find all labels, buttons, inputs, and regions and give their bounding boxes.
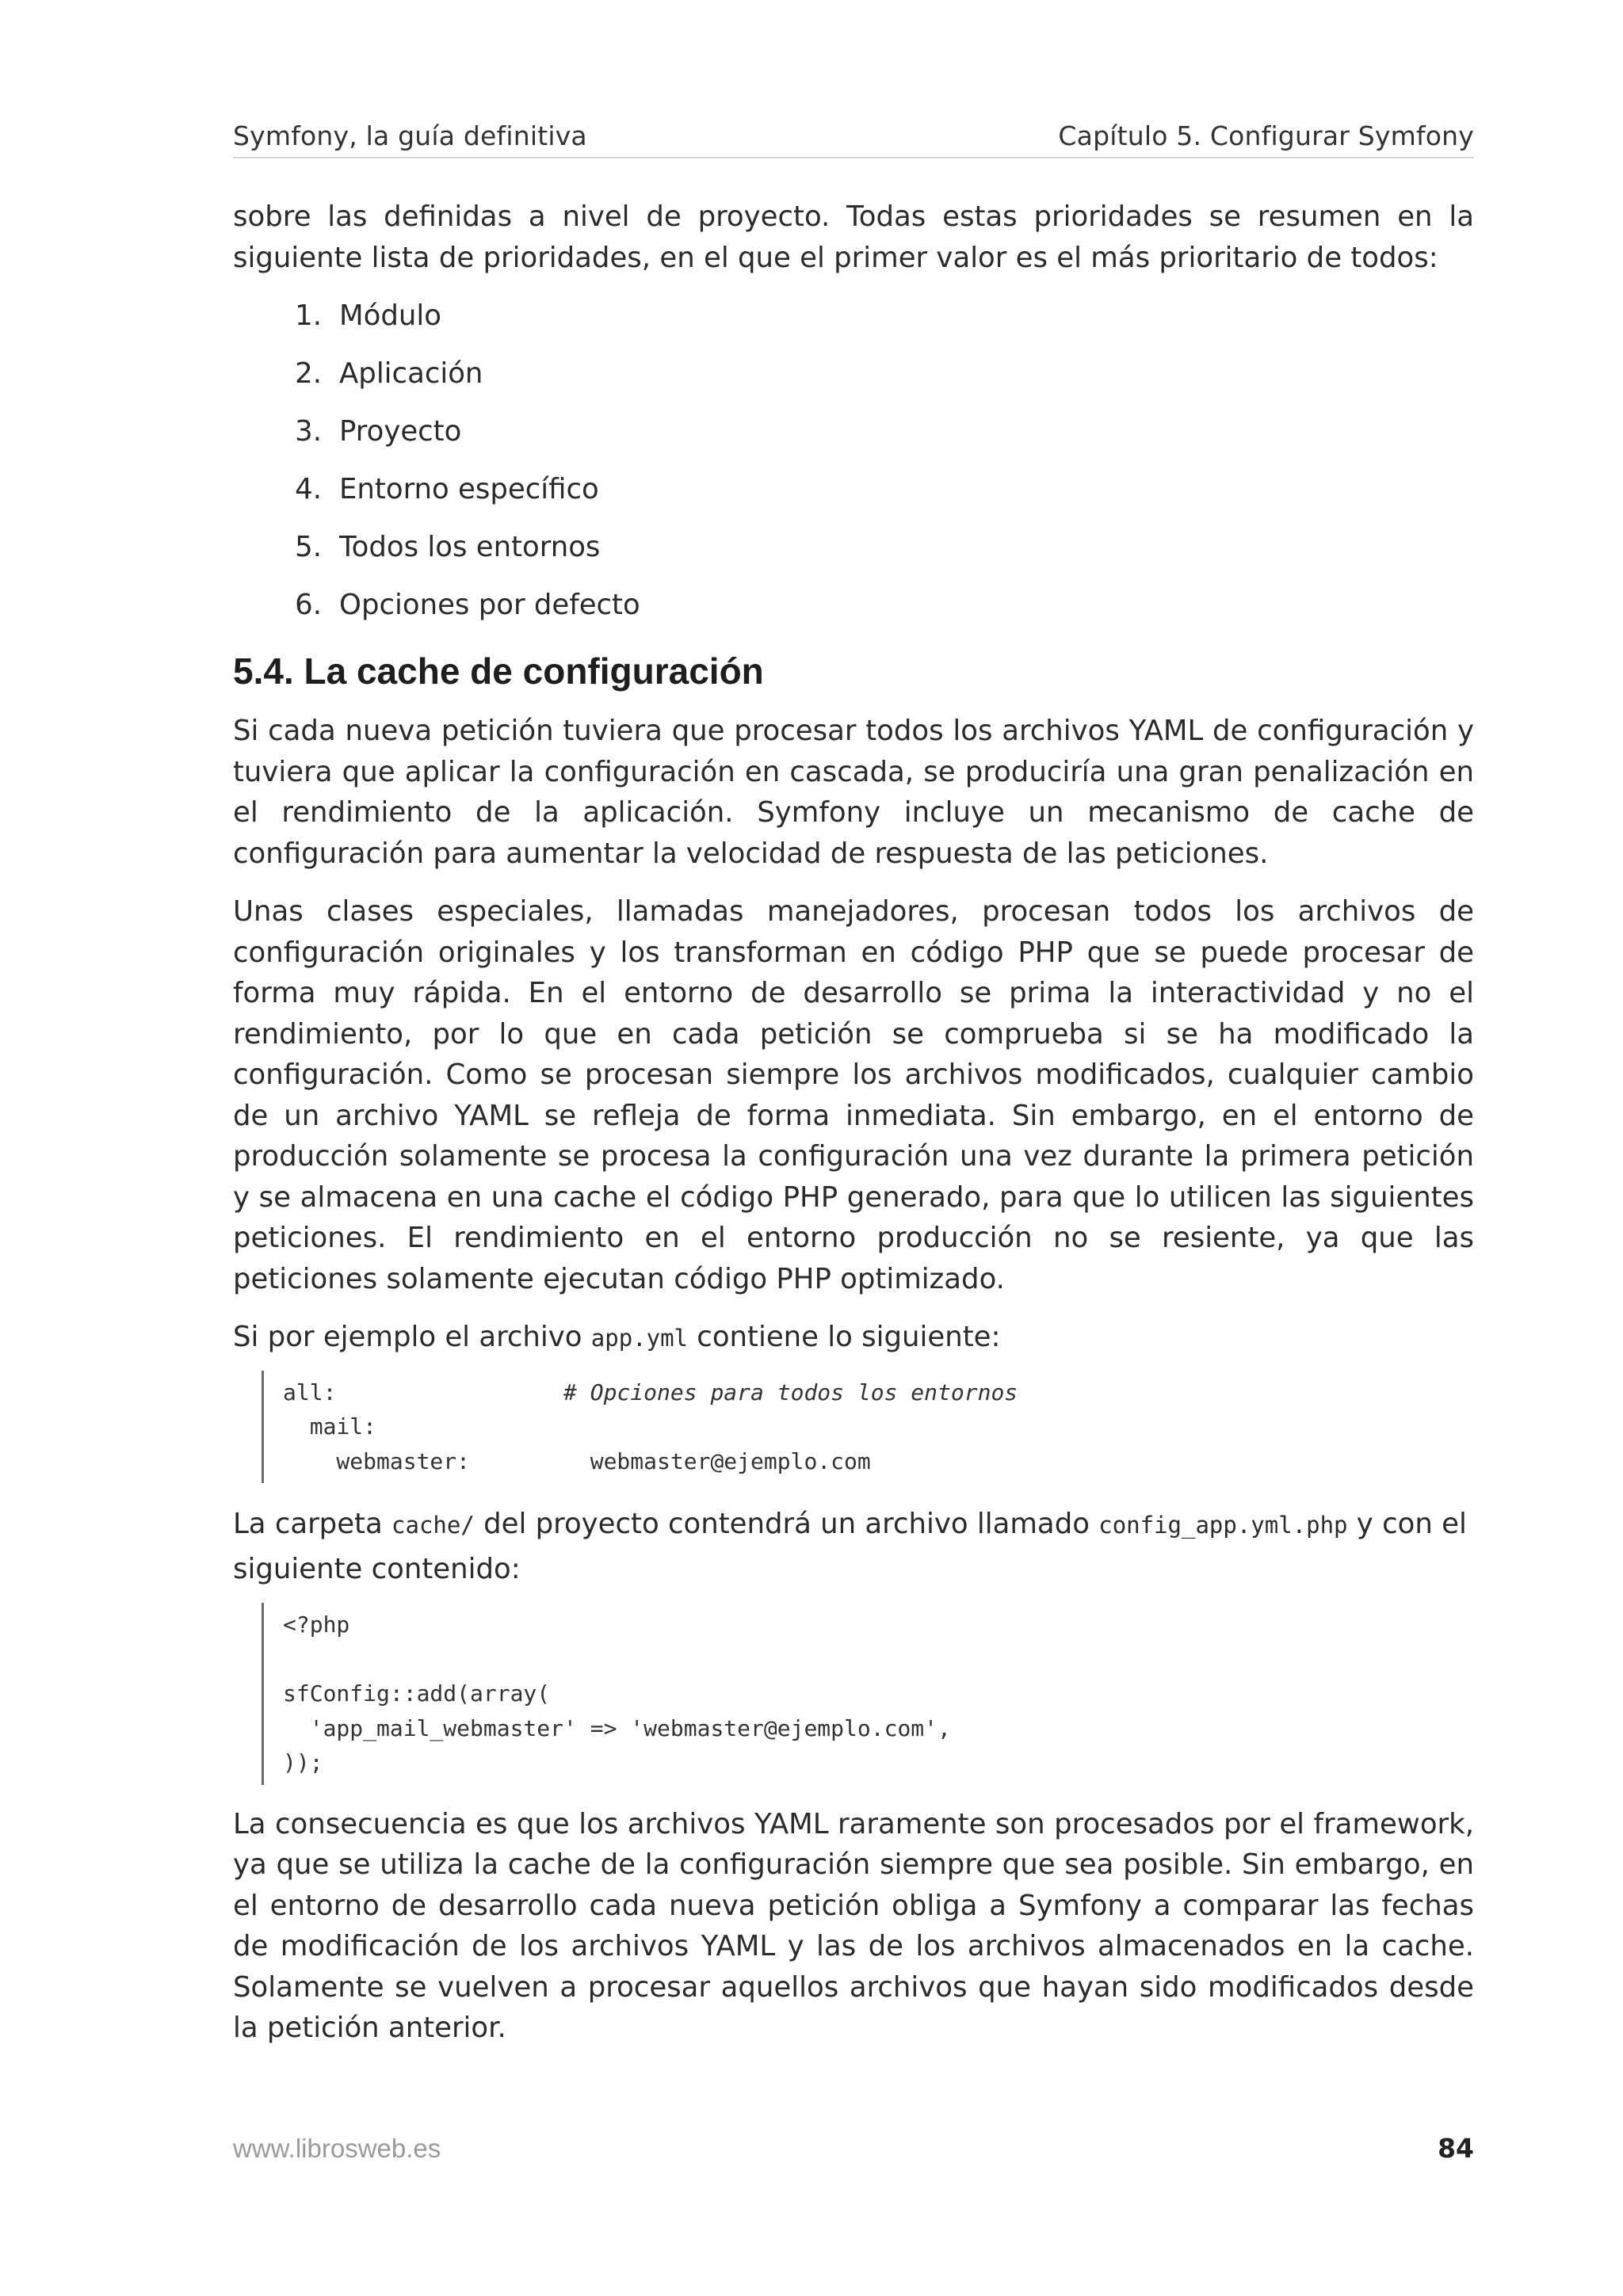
- intro-paragraph: sobre las definidas a nivel de proyecto. Todas estas prioridades se resumen en la siguiente lista de prioridades, en el que el primer valor es el más prioritario de todos:: [233, 200, 1474, 274]
- inline-code-folder: cache/: [391, 1512, 475, 1539]
- list-item: [233, 296, 1474, 353]
- code-line: sfConfig::add(array(: [283, 1680, 551, 1707]
- inline-code-filename: app.yml: [590, 1325, 689, 1352]
- list-item: [233, 353, 1474, 411]
- example-intro-text: Si por ejemplo el archivo: [233, 1321, 591, 1353]
- list-item-label: Entorno específico: [339, 473, 599, 505]
- section-paragraph-1: Si cada nueva petición tuviera que procesar todos los archivos YAML de configuración y tuviera que aplicar la configuración en cascada, se produciría una gran penalización en el rendimiento de la aplicación. Symfony incluye un mecanismo de cache de configuración para aumentar la velocidad de respuesta de las peticiones.: [233, 715, 1474, 870]
- code-text: webmaster: webmaster@ejemplo.com: [283, 1447, 871, 1474]
- list-item-number: 5.: [295, 531, 322, 563]
- list-item-number: 2.: [295, 357, 322, 390]
- list-item-label: Módulo: [339, 299, 441, 332]
- code-text: mail:: [283, 1413, 377, 1440]
- list-item-label: Todos los entornos: [339, 531, 601, 563]
- yaml-code-block: [262, 1371, 1474, 1484]
- section-heading: 5.4. La cache de configuración: [233, 650, 764, 692]
- book-title: Symfony, la guía definitiva: [233, 120, 587, 151]
- list-item-number: 1.: [295, 299, 322, 332]
- code-line: <?php: [283, 1611, 350, 1638]
- list-item-number: 3.: [295, 415, 322, 448]
- list-item-label: Proyecto: [339, 415, 462, 448]
- list-item: [233, 585, 1474, 643]
- list-item: [233, 469, 1474, 527]
- section-paragraph-3: La consecuencia es que los archivos YAML raramente son procesados por el framework, ya que se utiliza la cache de la configuración siempre que sea posible. Sin embargo, en el entorno de desarrollo cada nueva petición obliga a Symfony a comparar las fechas de modificación de los archivos YAML y las de los archivos almacenados en la cache. Solamente se vuelven a procesar aquellos archivos que hayan sido modificados desde la petición anterior.: [233, 1807, 1474, 2044]
- list-item: [233, 527, 1474, 585]
- page-content: [233, 196, 1474, 2066]
- code-line: [283, 1375, 1474, 1410]
- page-footer: [233, 2133, 1474, 2164]
- code-text: all:: [283, 1379, 564, 1405]
- code-line: [283, 1444, 1474, 1479]
- header-divider: [233, 157, 1474, 158]
- cache-intro-paragraph: [233, 1502, 1474, 1592]
- code-comment: # Opciones para todos los entornos: [563, 1379, 1018, 1405]
- code-line: 'app_mail_webmaster' => 'webmaster@ejemplo.com',: [283, 1714, 951, 1741]
- footer-url: www.librosweb.es: [233, 2134, 441, 2163]
- priority-list: [233, 296, 1474, 643]
- cache-intro-text: La carpeta: [233, 1508, 392, 1540]
- example-intro-paragraph: [233, 1317, 1474, 1360]
- cache-intro-text-middle: del proyecto contendrá un archivo llamado: [474, 1508, 1099, 1540]
- running-header: [233, 120, 1474, 151]
- example-intro-text-end: contiene lo siguiente:: [688, 1321, 1001, 1353]
- inline-code-cache-file: config_app.yml.php: [1098, 1512, 1348, 1539]
- code-line: [283, 1642, 1474, 1677]
- chapter-title: Capítulo 5. Configurar Symfony: [1058, 120, 1474, 151]
- list-item: [233, 411, 1474, 469]
- code-line: [283, 1409, 1474, 1444]
- cache-intro-text-end: y con el siguiente contenido:: [233, 1508, 1467, 1585]
- list-item-number: 4.: [295, 473, 322, 505]
- code-line: ));: [283, 1749, 323, 1775]
- list-item-label: Aplicación: [339, 357, 483, 390]
- section-paragraph-2: Unas clases especiales, llamadas manejadores, procesan todos los archivos de configuración originales y los transforman en código PHP que se puede procesar de forma muy rápida. En el entorno de desarrollo se prima la interactividad y no el rendimiento, por lo que en cada petición se comprueba si se ha modificado la configuración. Como se procesan siempre los archivos modificados, cualquier cambio de un archivo YAML se refleja de forma inmediata. Sin embargo, en el entorno de producción solamente se procesa la configuración una vez durante la primera petición y se almacena en una cache el código PHP generado, para que lo utilicen las siguientes peticiones. El rendimiento en el entorno producción no se resiente, ya que las peticiones solamente ejecutan código PHP optimizado.: [233, 895, 1474, 1295]
- php-code-block: [262, 1603, 1474, 1785]
- page-number: 84: [1438, 2133, 1474, 2164]
- list-item-label: Opciones por defecto: [339, 589, 640, 621]
- list-item-number: 6.: [295, 589, 322, 621]
